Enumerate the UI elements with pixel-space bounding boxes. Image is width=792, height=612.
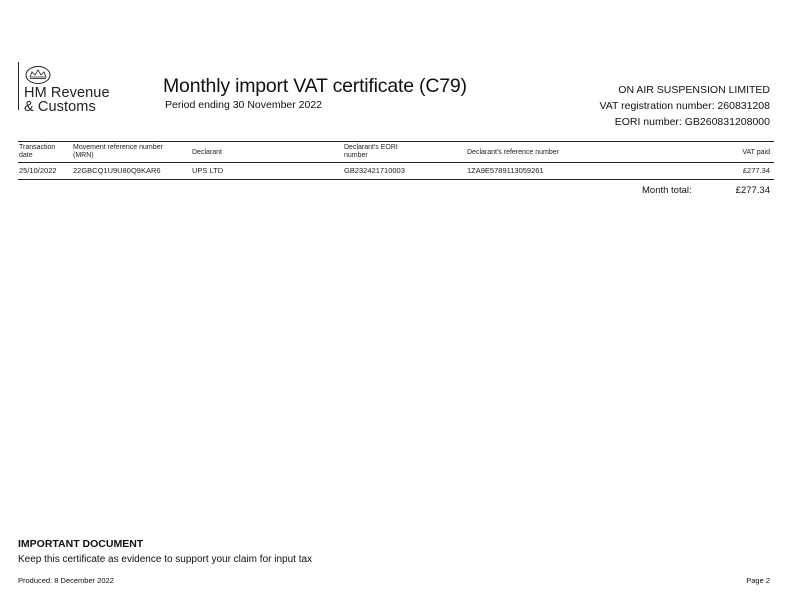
logo-text-line2: & Customs (24, 99, 96, 115)
logo-text-line1: HM Revenue (24, 85, 110, 101)
produced-date: Produced: 8 December 2022 (18, 576, 114, 585)
header-declarant-reference: Declarant's reference number (467, 149, 559, 156)
table-header-rule (18, 162, 774, 163)
table-top-rule (18, 141, 774, 142)
cell-mrn: 22GBCQ1U9U80Q9KAR6 (73, 166, 161, 175)
vat-registration-number: VAT registration number: 260831208 (599, 100, 770, 112)
company-name: ON AIR SUSPENSION LIMITED (618, 84, 770, 96)
period-ending: Period ending 30 November 2022 (165, 99, 323, 111)
month-total-label: Month total: (642, 185, 692, 196)
page-number: Page 2 (746, 576, 770, 585)
month-total-value: £277.34 (735, 185, 770, 196)
cell-declarant-reference: 1ZA9E5789113059261 (467, 166, 544, 175)
table-row (0, 166, 792, 178)
cell-vat-paid: £277.34 (742, 166, 770, 175)
header-transaction-date: Transaction date (19, 144, 56, 159)
header-mrn: Movement reference number (MRN) (73, 144, 163, 159)
header-declarant-eori: Declarant's EORI number (344, 144, 398, 159)
company-block (600, 82, 770, 130)
header-vat-paid: VAT paid (742, 149, 770, 156)
crown-crest-icon (22, 63, 54, 85)
document-title: Monthly import VAT certificate (C79) (163, 75, 467, 97)
important-document-note: Keep this certificate as evidence to support your claim for input tax (18, 554, 313, 565)
cell-transaction-date: 25/10/2022 (19, 166, 57, 175)
table-bottom-rule (18, 179, 774, 180)
header-declarant: Declarant (192, 149, 222, 156)
logo-divider (18, 62, 19, 110)
cell-declarant-eori: GB232421710003 (344, 166, 405, 175)
cell-declarant: UPS LTD (192, 166, 224, 175)
eori-number: EORI number: GB260831208000 (614, 116, 770, 128)
important-document-heading: IMPORTANT DOCUMENT (18, 538, 144, 550)
